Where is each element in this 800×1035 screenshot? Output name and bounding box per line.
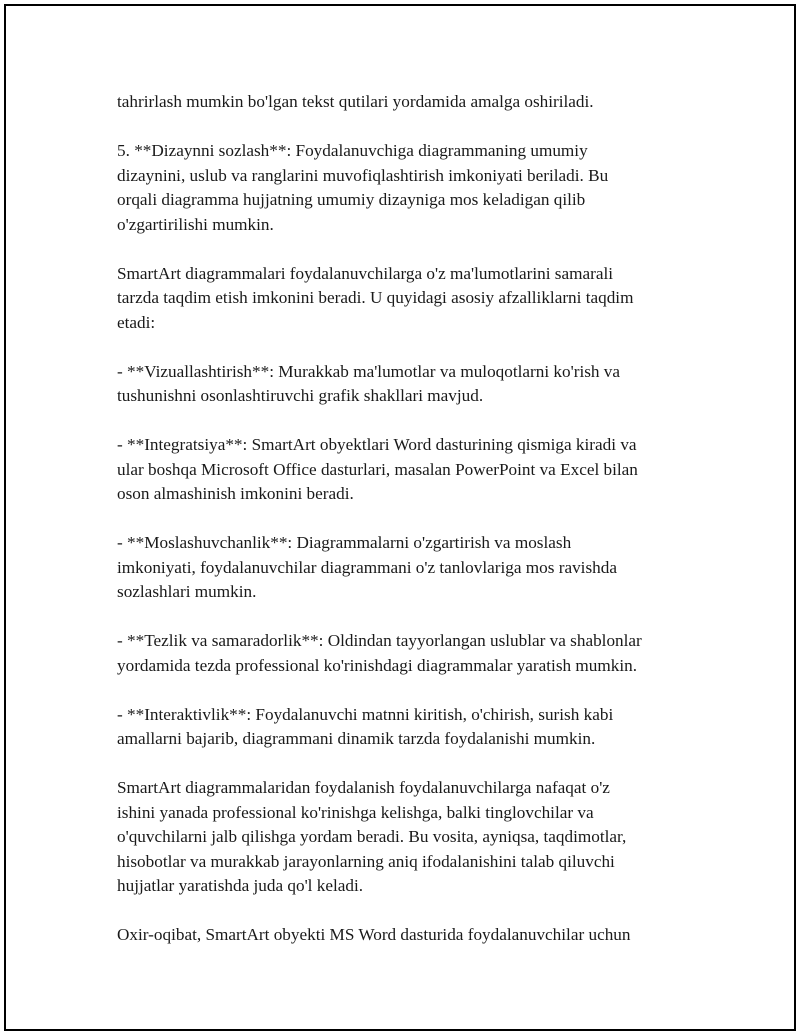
paragraph: - **Interaktivlik**: Foydalanuvchi matnni kiritish, o'chirish, surish kabi amallarni bajarib, diagrammani dinamik tarzda foydalanishi mumkin.	[117, 704, 614, 748]
paragraph: - **Moslashuvchanlik**: Diagrammalarni o'zgartirish va moslash imkoniyati, foydalanuvchilar diagrammani o'z tanlovlariga mos ravishda sozlashlari mumkin.	[117, 533, 617, 601]
paragraph: SmartArt diagrammalari foydalanuvchilarga o'z ma'lumotlarini samarali tarzda taqdim etish imkonini beradi. U quyidagi asosiy afzalliklarni taqdim etadi:	[117, 263, 634, 332]
paragraph: Oxir-oqibat, SmartArt obyekti MS Word dasturida foydalanuvchilar uchun	[117, 925, 631, 944]
paragraph: SmartArt diagrammalaridan foydalanish foydalanuvchilarga nafaqat o'z ishini yanada professional ko'rinishga kelishga, balki tinglovchilar va o'quvchilarni jalb qilishga yordam beradi. Bu vosita, ayniqsa, taqdimotlar, hisobotlar va murakkab jarayonlarning aniq ifodalanishini talab qiluvchi hujjatlar yaratishda juda qo'l keladi.	[117, 778, 627, 895]
paragraph: - **Vizuallashtirish**: Murakkab ma'lumotlar va muloqotlarni ko'rish va tushunishni osonlashtiruvchi grafik shakllari mavjud.	[117, 361, 621, 405]
paragraph: - **Integratsiya**: SmartArt obyektlari Word dasturining qismiga kiradi va ular boshqa Microsoft Office dasturlari, masalan PowerPoint va Excel bilan oson almashinish imkonini beradi.	[117, 435, 638, 503]
paragraph: - **Tezlik va samaradorlik**: Oldindan tayyorlangan uslublar va shablonlar yordamida tezda professional ko'rinishdagi diagrammalar yaratish mumkin.	[117, 631, 642, 675]
document-body	[117, 90, 697, 972]
paragraph: tahrirlash mumkin bo'lgan tekst qutilari yordamida amalga oshiriladi.	[117, 92, 594, 111]
paragraph: 5. **Dizaynni sozlash**: Foydalanuvchiga diagrammaning umumiy dizaynini, uslub va ranglarini muvofiqlashtirish imkoniyati beriladi. Bu orqali diagramma hujjatning umumiy dizayniga mos keladigan qilib o'zgartirilishi mumkin.	[117, 141, 609, 234]
